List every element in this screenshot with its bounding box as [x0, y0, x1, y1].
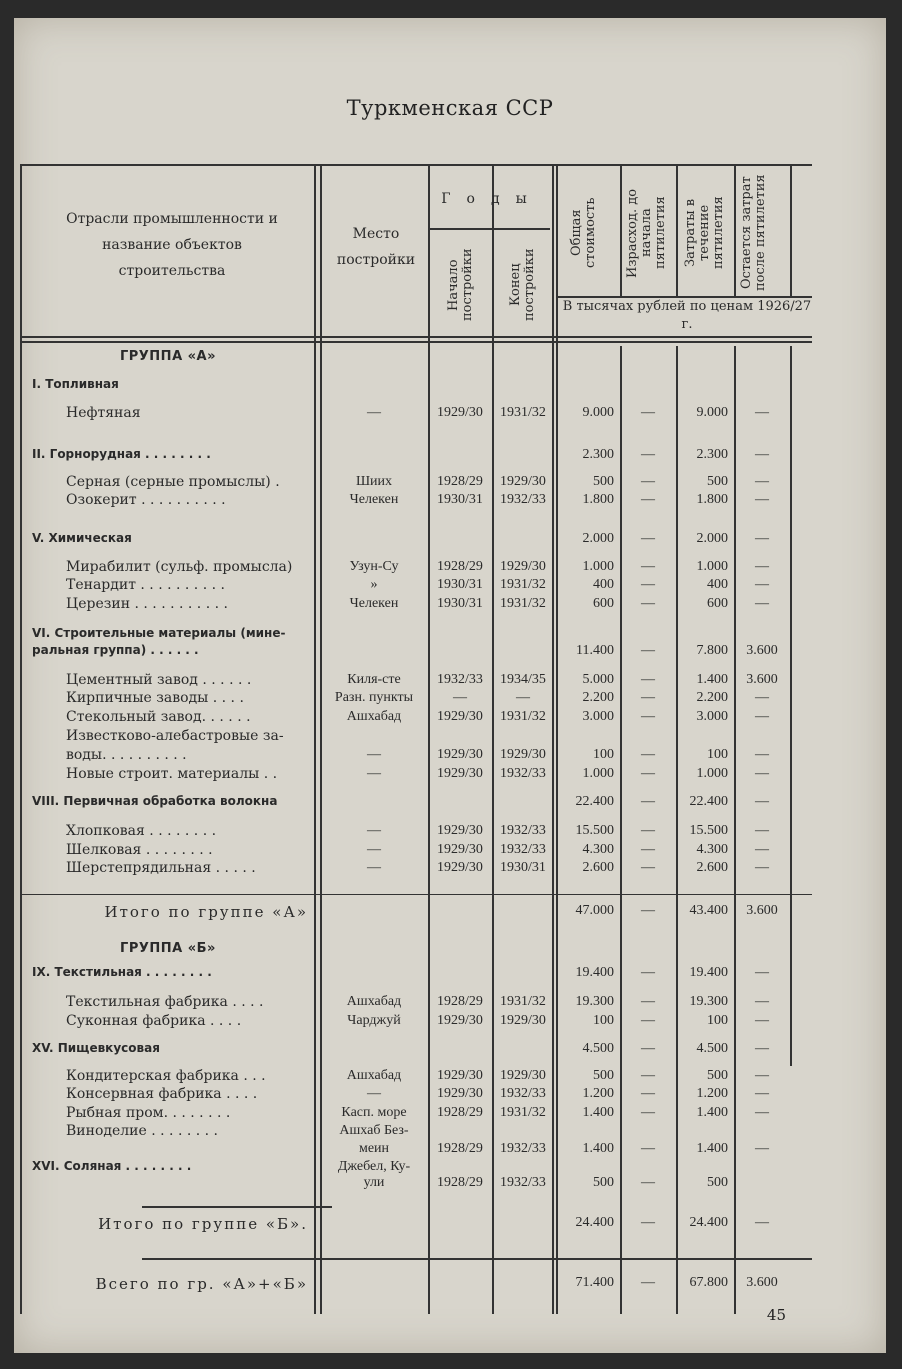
header-years: Годы — [441, 191, 543, 207]
table-cell-name: IX. Текстильная . . . . . . . . — [32, 965, 212, 979]
table-cell-name: Консервная фабрика . . . . — [66, 1086, 258, 1102]
table-cell-start: 1928/29 — [437, 474, 483, 489]
table-cell-before: — — [641, 766, 655, 781]
table-cell-after: — — [755, 1041, 769, 1056]
table-cell-start: — — [453, 690, 467, 705]
table-cell-before: — — [641, 492, 655, 507]
table-cell-after: — — [755, 1215, 769, 1230]
table-cell-before: — — [641, 794, 655, 809]
table-cell-during: 1.000 — [696, 766, 728, 781]
table-cell-after: — — [755, 965, 769, 980]
table-cell-before: — — [641, 965, 655, 980]
subtotal-rule — [22, 894, 812, 895]
table-cell-during: 2.200 — [696, 690, 728, 705]
table-cell-during: 2.000 — [696, 531, 728, 546]
table-cell-end: 1932/33 — [500, 1086, 546, 1101]
table-cell-after: — — [755, 559, 769, 574]
table-cell-place: » — [370, 577, 378, 592]
col-divider — [620, 166, 622, 296]
table-cell-total: 71.400 — [575, 1275, 614, 1290]
table-cell-before: — — [641, 531, 655, 546]
table-cell-start: 1928/29 — [437, 1105, 483, 1120]
table-cell-end: 1932/33 — [500, 492, 546, 507]
table-cell-end: 1931/32 — [500, 596, 546, 611]
table-cell-name: Хлопковая . . . . . . . . — [66, 823, 217, 839]
table-cell-before: — — [641, 1141, 655, 1156]
table-cell-name: Цементный завод . . . . . . — [66, 672, 252, 688]
table-cell-place: — — [367, 747, 381, 762]
header-place: Место постройки — [336, 226, 416, 268]
table-cell-place: Ашхабад — [346, 709, 402, 724]
table-cell-before: — — [641, 860, 655, 875]
table-cell-start: 1928/29 — [437, 1175, 483, 1190]
table-cell-place: — — [367, 766, 381, 781]
table-cell-during: 7.800 — [696, 643, 728, 658]
table-cell-during: 19.400 — [689, 965, 728, 980]
table-cell-before: — — [641, 405, 655, 420]
table-cell-during: 67.800 — [689, 1275, 728, 1290]
table-cell-name: Известково-алебастровые за- — [66, 728, 284, 744]
table-cell-name: Стекольный завод. . . . . . — [66, 709, 251, 725]
table-cell-total: 24.400 — [575, 1215, 614, 1230]
table-cell-after: — — [755, 596, 769, 611]
table-cell-place: меин — [358, 1141, 390, 1156]
table-cell-end: 1929/30 — [500, 1013, 546, 1028]
table-cell-name: Церезин . . . . . . . . . . . — [66, 596, 228, 612]
table-cell-name: V. Химическая — [32, 531, 132, 545]
table-cell-before: — — [641, 643, 655, 658]
table-cell-during: 19.300 — [689, 994, 728, 1009]
table-cell-during: 24.400 — [689, 1215, 728, 1230]
col-divider — [790, 346, 792, 1066]
table-cell-start: 1929/30 — [437, 1068, 483, 1083]
table-cell-end: 1931/32 — [500, 994, 546, 1009]
table-cell-during: 100 — [707, 1013, 728, 1028]
table-cell-name: Итого по группе «А» — [104, 903, 308, 921]
table-cell-after: 3.600 — [746, 643, 778, 658]
table-cell-after: — — [755, 1105, 769, 1120]
table-cell-place: Челекен — [349, 596, 399, 611]
table-cell-end: 1929/30 — [500, 559, 546, 574]
table-cell-total: 19.300 — [575, 994, 614, 1009]
table-cell-start: 1928/29 — [437, 1141, 483, 1156]
table-cell-place: Чарджуй — [347, 1013, 401, 1028]
table-cell-end: 1929/30 — [500, 474, 546, 489]
total-rule — [142, 1258, 812, 1260]
table-cell-name: Кондитерская фабрика . . . — [66, 1068, 266, 1084]
table-cell-start: 1929/30 — [437, 709, 483, 724]
table-cell-total: 400 — [593, 577, 614, 592]
table-cell-total: 5.000 — [582, 672, 614, 687]
table-cell-place: Разн. пункты — [334, 690, 414, 705]
table-cell-start: 1929/30 — [437, 405, 483, 420]
header-end: Конец постройки — [508, 248, 537, 322]
table-cell-start: 1929/30 — [437, 747, 483, 762]
table-cell-place: — — [367, 860, 381, 875]
table-cell-after: — — [755, 531, 769, 546]
table-cell-after: — — [755, 823, 769, 838]
table-cell-during: 3.000 — [696, 709, 728, 724]
table-cell-before: — — [641, 1041, 655, 1056]
table-cell-end: 1932/33 — [500, 823, 546, 838]
table-cell-during: 400 — [707, 577, 728, 592]
table-cell-start: 1928/29 — [437, 559, 483, 574]
table-cell-after: 3.600 — [746, 903, 778, 918]
table-cell-name: VIII. Первичная обработка волокна — [32, 794, 278, 808]
table-cell-name: воды. . . . . . . . . . — [66, 747, 187, 763]
table-cell-place: ули — [363, 1175, 385, 1190]
table-cell-before: — — [641, 842, 655, 857]
subtotal-rule — [142, 1206, 332, 1208]
table-cell-end: 1934/35 — [500, 672, 546, 687]
table-cell-name: Кирпичные заводы . . . . — [66, 690, 244, 706]
table-cell-total: 600 — [593, 596, 614, 611]
header-bottom-rule — [22, 341, 812, 343]
table-cell-total: 500 — [593, 1068, 614, 1083]
table-cell-during: 43.400 — [689, 903, 728, 918]
table-cell-before: — — [641, 447, 655, 462]
table-cell-after: — — [755, 405, 769, 420]
header-remaining: Остается затрат после пятилетия — [739, 174, 768, 292]
table-cell-end: 1932/33 — [500, 842, 546, 857]
table-cell-before: — — [641, 709, 655, 724]
page-number: 45 — [766, 1306, 786, 1324]
table-cell-total: 1.400 — [582, 1105, 614, 1120]
table-cell-after: 3.600 — [746, 1275, 778, 1290]
header-start: Начало постройки — [446, 248, 475, 322]
table-cell-after: — — [755, 492, 769, 507]
table-cell-start: 1930/31 — [437, 596, 483, 611]
table-cell-before: — — [641, 474, 655, 489]
table-cell-start: 1932/33 — [437, 672, 483, 687]
table-cell-total: 100 — [593, 747, 614, 762]
table-cell-name: ральная группа) . . . . . . — [32, 643, 199, 657]
table-cell-place: — — [367, 842, 381, 857]
page-title: Туркменская ССР — [346, 96, 554, 120]
table-cell-total: 19.400 — [575, 965, 614, 980]
table-cell-after: — — [755, 447, 769, 462]
table-cell-total: 4.300 — [582, 842, 614, 857]
table-cell-place: — — [367, 1086, 381, 1101]
table-cell-end: 1931/32 — [500, 405, 546, 420]
table-cell-during: 100 — [707, 747, 728, 762]
table-cell-place: Шиих — [355, 474, 393, 489]
table-cell-during: 9.000 — [696, 405, 728, 420]
col-divider — [734, 166, 736, 296]
table-cell-start: 1929/30 — [437, 860, 483, 875]
table-cell-during: 600 — [707, 596, 728, 611]
table-cell-end: 1929/30 — [500, 747, 546, 762]
table-cell-after: — — [755, 860, 769, 875]
table-cell-after: — — [755, 1068, 769, 1083]
table-cell-name: ГРУППА «Б» — [120, 941, 216, 956]
table-cell-during: 22.400 — [689, 794, 728, 809]
table-cell-start: 1928/29 — [437, 994, 483, 1009]
table-cell-before: — — [641, 1275, 655, 1290]
row-divider — [428, 228, 550, 230]
table-cell-total: 2.000 — [582, 531, 614, 546]
table-cell-end: 1932/33 — [500, 766, 546, 781]
table-cell-after: 3.600 — [746, 672, 778, 687]
table-cell-name: Серная (серные промыслы) . — [66, 474, 280, 490]
table-cell-start: 1929/30 — [437, 1086, 483, 1101]
table-cell-during: 4.500 — [696, 1041, 728, 1056]
table-cell-place: — — [367, 823, 381, 838]
table-cell-name: Мирабилит (сульф. промысла) — [66, 559, 293, 575]
table-cell-name: Виноделие . . . . . . . . — [66, 1123, 218, 1139]
table-cell-during: 1.400 — [696, 672, 728, 687]
table-cell-start: 1929/30 — [437, 1013, 483, 1028]
table-cell-total: 3.000 — [582, 709, 614, 724]
table-cell-after: — — [755, 1086, 769, 1101]
table-cell-during: 1.400 — [696, 1105, 728, 1120]
table-cell-before: — — [641, 823, 655, 838]
table-cell-during: 1.400 — [696, 1141, 728, 1156]
table-cell-name: Шерстепрядильная . . . . . — [66, 860, 256, 876]
table-cell-after: — — [755, 794, 769, 809]
table-cell-during: 1.000 — [696, 559, 728, 574]
table-cell-total: 1.400 — [582, 1141, 614, 1156]
table-cell-end: 1929/30 — [500, 1068, 546, 1083]
table-cell-total: 2.600 — [582, 860, 614, 875]
table-cell-after: — — [755, 842, 769, 857]
table-cell-total: 22.400 — [575, 794, 614, 809]
table-cell-before: — — [641, 559, 655, 574]
table-cell-before: — — [641, 1105, 655, 1120]
table-cell-end: 1931/32 — [500, 577, 546, 592]
table-cell-total: 9.000 — [582, 405, 614, 420]
table-cell-before: — — [641, 747, 655, 762]
table-cell-name: XV. Пищевкусовая — [32, 1041, 160, 1055]
table-cell-place: Ашхаб Без- — [339, 1123, 409, 1138]
table-cell-before: — — [641, 1068, 655, 1083]
table-cell-before: — — [641, 903, 655, 918]
table-cell-total: 2.300 — [582, 447, 614, 462]
col-divider — [676, 166, 678, 296]
table-cell-end: 1931/32 — [500, 1105, 546, 1120]
table-cell-name: Всего по гр. «А»+«Б» — [95, 1275, 308, 1293]
table-cell-end: 1932/33 — [500, 1141, 546, 1156]
table-cell-place: Ашхабад — [346, 994, 402, 1009]
table-cell-before: — — [641, 1175, 655, 1190]
table-cell-after: — — [755, 690, 769, 705]
table-cell-start: 1930/31 — [437, 492, 483, 507]
table-cell-before: — — [641, 1086, 655, 1101]
document-page — [14, 18, 886, 1353]
table-cell-total: 1.000 — [582, 559, 614, 574]
table-cell-after: — — [755, 577, 769, 592]
header-spent-before: Израсход. до начала пятилетия — [625, 188, 668, 278]
table-cell-after: — — [755, 1141, 769, 1156]
table-cell-total: 100 — [593, 1013, 614, 1028]
table-cell-end: — — [516, 690, 530, 705]
table-cell-start: 1929/30 — [437, 766, 483, 781]
table-cell-total: 15.500 — [575, 823, 614, 838]
table-cell-place: — — [367, 405, 381, 420]
table-cell-total: 11.400 — [576, 643, 614, 658]
table-cell-name: Шелковая . . . . . . . . — [66, 842, 213, 858]
table-cell-name: II. Горнорудная . . . . . . . . — [32, 447, 211, 461]
table-cell-start: 1929/30 — [437, 823, 483, 838]
table-cell-after: — — [755, 474, 769, 489]
table-cell-name: Озокерит . . . . . . . . . . — [66, 492, 226, 508]
table-cell-place: Киля-сте — [347, 672, 401, 687]
table-cell-total: 1.000 — [582, 766, 614, 781]
table-cell-during: 1.200 — [696, 1086, 728, 1101]
table-cell-name: VI. Строительные материалы (мине- — [32, 626, 286, 640]
table-cell-end: 1931/32 — [500, 709, 546, 724]
table-cell-during: 4.300 — [696, 842, 728, 857]
table-cell-total: 1.800 — [582, 492, 614, 507]
table-cell-before: — — [641, 672, 655, 687]
table-cell-name: Тенардит . . . . . . . . . . — [66, 577, 225, 593]
table-cell-name: Текстильная фабрика . . . . — [66, 994, 264, 1010]
table-cell-place: Джебел, Ку- — [337, 1159, 411, 1174]
table-cell-total: 500 — [593, 1175, 614, 1190]
table-cell-total: 47.000 — [575, 903, 614, 918]
table-cell-during: 2.600 — [696, 860, 728, 875]
header-spent-during: Затраты в течение пятилетия — [683, 196, 726, 270]
table-cell-place: Узун-Су — [349, 559, 399, 574]
col-divider — [790, 166, 792, 296]
table-cell-start: 1929/30 — [437, 842, 483, 857]
table-cell-end: 1932/33 — [500, 1175, 546, 1190]
header-total-cost: Общая стоимость — [569, 197, 598, 269]
table-cell-before: — — [641, 1215, 655, 1230]
table-cell-before: — — [641, 577, 655, 592]
header-units: В тысячах рублей по ценам 1926/27 г. — [562, 299, 812, 332]
table-cell-place: Ашхабад — [346, 1068, 402, 1083]
statistics-table — [20, 164, 812, 1314]
table-cell-after: — — [755, 1013, 769, 1028]
table-cell-name: Рыбная пром. . . . . . . . — [66, 1105, 231, 1121]
table-cell-end: 1930/31 — [500, 860, 546, 875]
table-cell-during: 500 — [707, 1068, 728, 1083]
header-branch: Отрасли промышленности и название объектов строительства — [66, 211, 278, 279]
table-cell-name: Новые строит. материалы . . — [66, 766, 278, 782]
table-cell-total: 2.200 — [582, 690, 614, 705]
table-cell-after: — — [755, 709, 769, 724]
table-cell-name: Итого по группе «Б». — [98, 1215, 308, 1233]
table-cell-name: Суконная фабрика . . . . — [66, 1013, 242, 1029]
table-cell-total: 1.200 — [582, 1086, 614, 1101]
table-cell-during: 500 — [707, 474, 728, 489]
table-cell-before: — — [641, 596, 655, 611]
table-cell-after: — — [755, 766, 769, 781]
table-cell-after: — — [755, 994, 769, 1009]
table-cell-during: 1.800 — [696, 492, 728, 507]
table-cell-during: 500 — [707, 1175, 728, 1190]
table-cell-total: 4.500 — [582, 1041, 614, 1056]
table-cell-place: Челекен — [349, 492, 399, 507]
table-cell-during: 2.300 — [696, 447, 728, 462]
table-cell-place: Касп. море — [341, 1105, 407, 1120]
table-cell-start: 1930/31 — [437, 577, 483, 592]
table-cell-name: ГРУППА «А» — [119, 349, 217, 364]
table-cell-total: 500 — [593, 474, 614, 489]
table-cell-name: XVI. Соляная . . . . . . . . — [32, 1159, 192, 1173]
table-cell-name: Нефтяная — [66, 405, 141, 421]
table-cell-before: — — [641, 994, 655, 1009]
table-cell-before: — — [641, 1013, 655, 1028]
header-bottom-rule — [22, 336, 812, 338]
table-cell-after: — — [755, 747, 769, 762]
table-cell-before: — — [641, 690, 655, 705]
table-cell-name: I. Топливная — [32, 377, 119, 391]
table-cell-during: 15.500 — [689, 823, 728, 838]
